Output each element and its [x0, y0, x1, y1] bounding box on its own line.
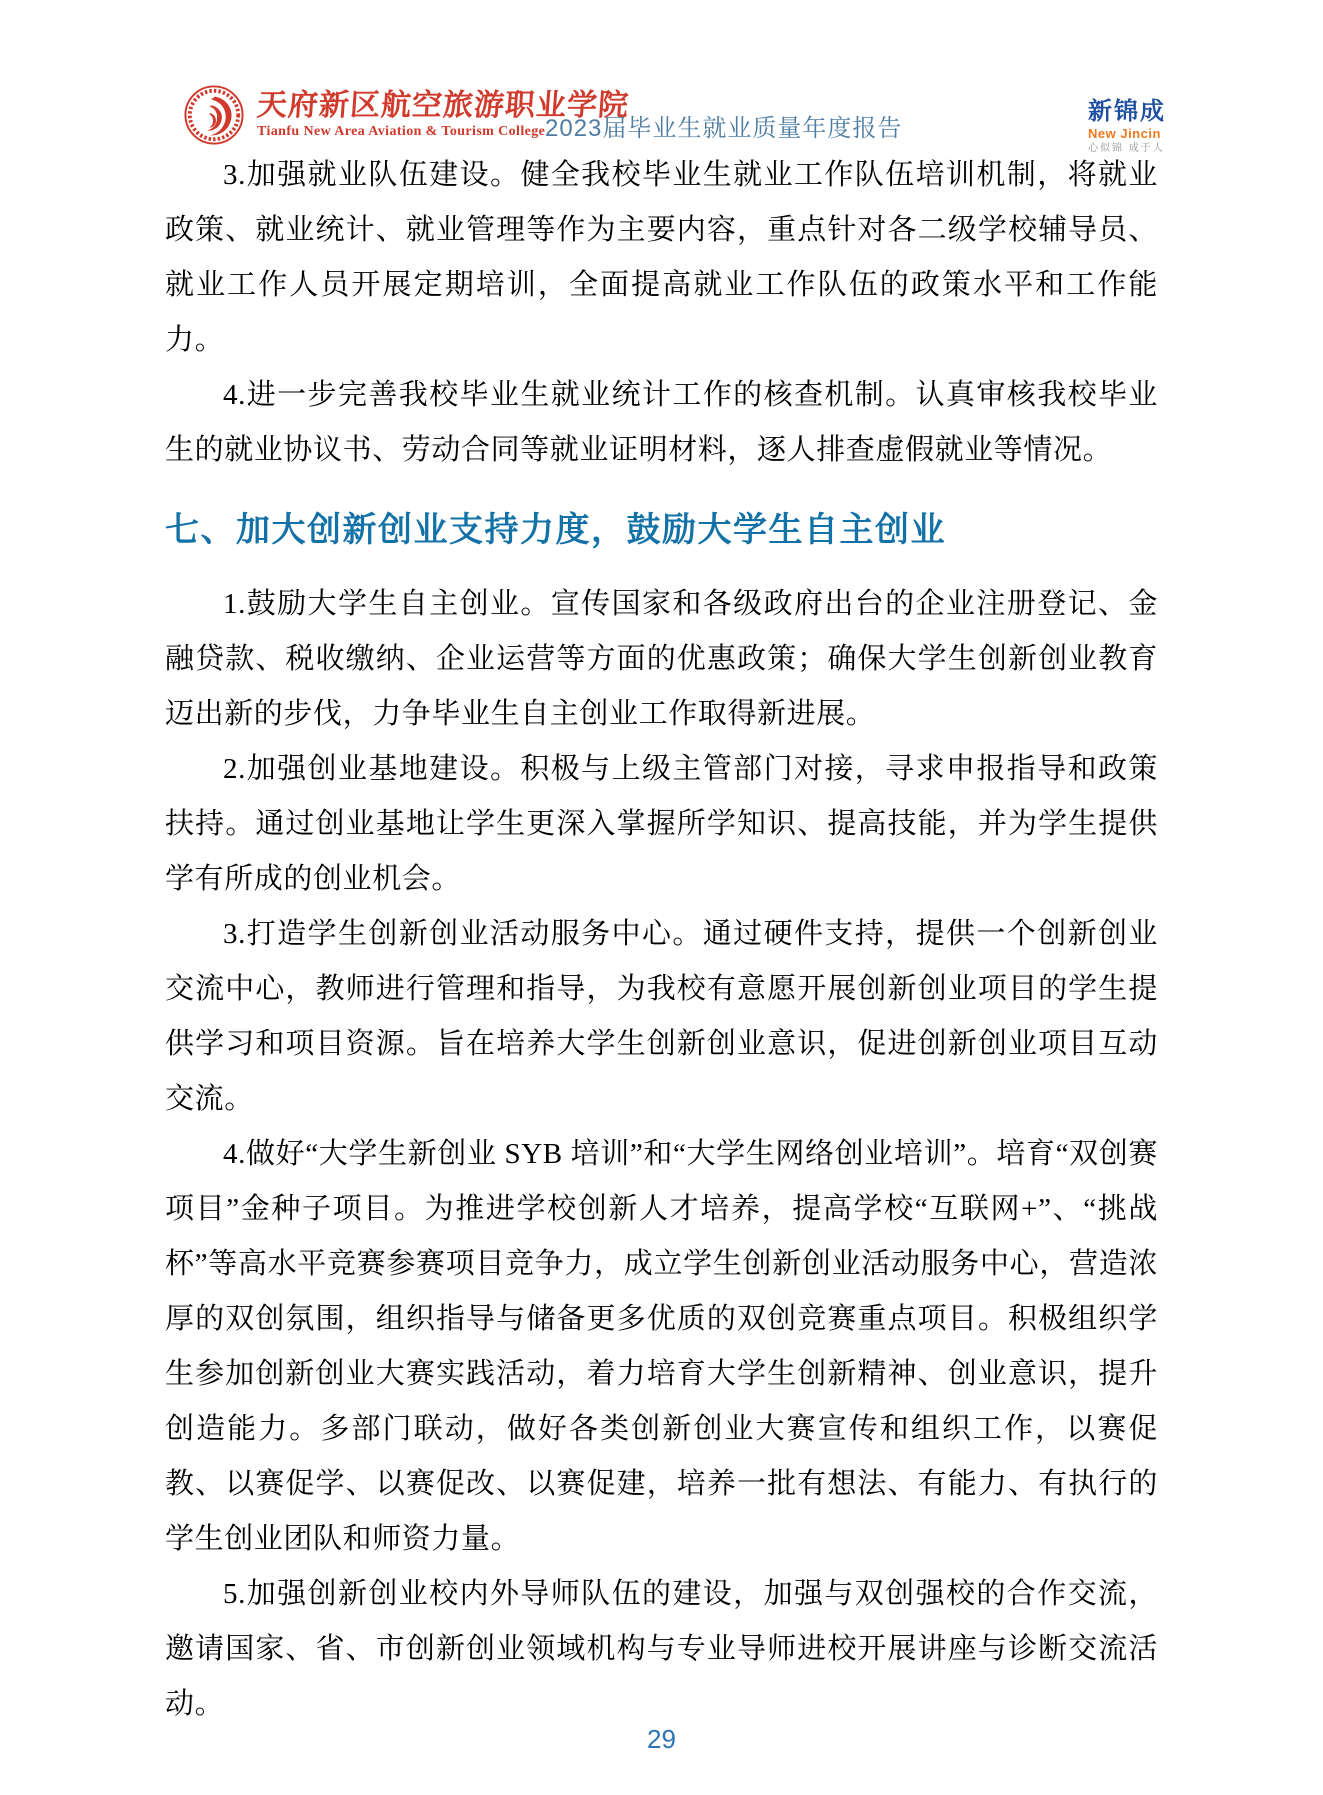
phoenix-emblem-icon: [183, 84, 245, 146]
paragraph: 2.加强创业基地建设。积极与上级主管部门对接，寻求申报指导和政策扶持。通过创业基地让学生更深入掌握所学知识、提高技能，并为学生提供学有所成的创业机会。: [165, 753, 1158, 895]
report-title: 2023届毕业生就业质量年度报告: [545, 115, 903, 142]
document-body: [0, 148, 1323, 1732]
paragraph: 4.做好“大学生新创业 SYB 培训”和“大学生网络创业培训”。培育“双创赛项目”金种子项目。为推进学校创新人才培养，提高学校“互联网+”、“挑战杯”等高水平竞赛参赛项目竞争力，成立学生创新创业活动服务中心，营造浓厚的双创氛围，组织指导与储备更多优质的双创竞赛重点项目。积极组织学生参加创新创业大赛实践活动，着力培育大学生创新精神、创业意识，提升创造能力。多部门联动，做好各类创新创业大赛宣传和组织工作，以赛促教、以赛促学、以赛促改、以赛促建，培养一批有想法、有能力、有执行的学生创业团队和师资力量。: [165, 1138, 1158, 1555]
page-footer: [0, 1724, 1323, 1755]
jincin-tagline: 心似锦 成于人: [1088, 143, 1165, 154]
college-name-zh: 天府新区航空旅游职业学院: [255, 89, 631, 122]
paragraph: 5.加强创新创业校内外导师队伍的建设，加强与双创强校的合作交流，邀请国家、省、市创新创业领域机构与专业导师进校开展讲座与诊断交流活动。: [165, 1578, 1158, 1720]
college-name-en: Tianfu New Area Aviation & Tourism College: [257, 124, 546, 139]
jincin-name-en: New Jincin: [1088, 126, 1161, 141]
paragraph: 1.鼓励大学生自主创业。宣传国家和各级政府出台的企业注册登记、金融贷款、税收缴纳、企业运营等方面的优惠政策；确保大学生创新创业教育迈出新的步伐，力争毕业生自主创业工作取得新进展。: [165, 588, 1158, 730]
paragraph: 4.进一步完善我校毕业生就业统计工作的核查机制。认真审核我校毕业生的就业协议书、劳动合同等就业证明材料，逐人排查虚假就业等情况。: [165, 379, 1158, 466]
paragraph: 3.打造学生创新创业活动服务中心。通过硬件支持，提供一个创新创业交流中心，教师进行管理和指导，为我校有意愿开展创新创业项目的学生提供学习和项目资源。旨在培养大学生创新创业意识，促进创新创业项目互动交流。: [165, 918, 1158, 1115]
jincin-logo: [1088, 100, 1166, 154]
jincin-name-zh: 新锦成: [1088, 98, 1166, 125]
page-header: [0, 0, 1323, 154]
paragraph: 3.加强就业队伍建设。健全我校毕业生就业工作队伍培训机制，将就业政策、就业统计、就业管理等作为主要内容，重点针对各二级学校辅导员、就业工作人员开展定期培训，全面提高就业工作队伍的政策水平和工作能力。: [165, 159, 1158, 356]
section-heading: 七、加大创新创业支持力度，鼓励大学生自主创业: [165, 511, 946, 549]
page-number: 29: [647, 1724, 676, 1754]
